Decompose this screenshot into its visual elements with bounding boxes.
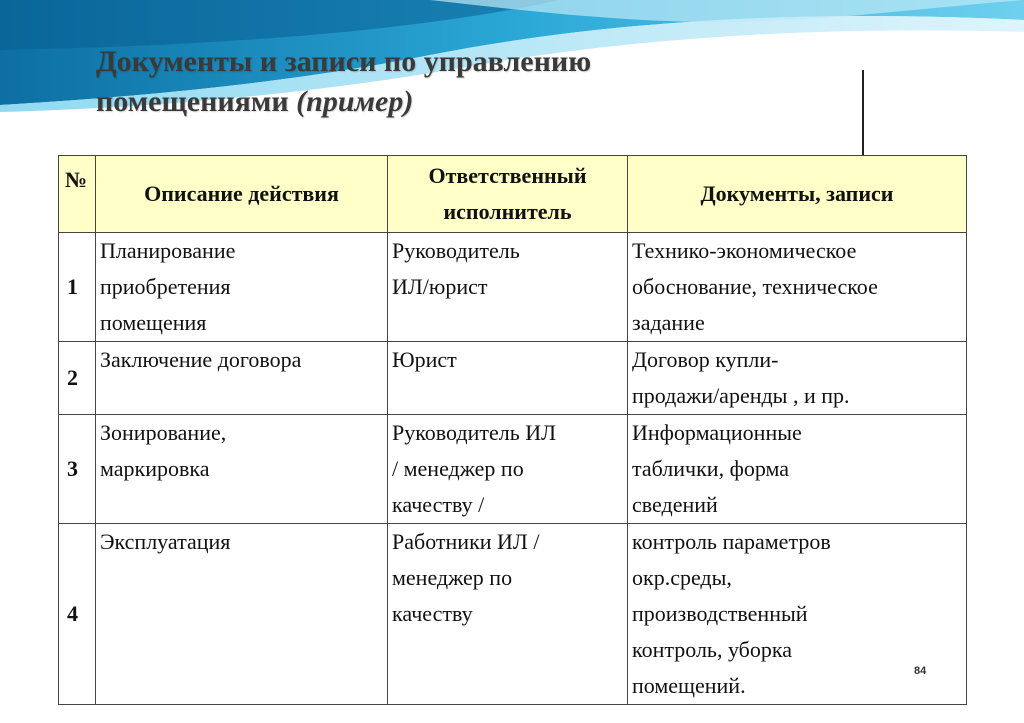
- decorative-vertical-line: [862, 70, 864, 160]
- documents-table: [58, 155, 967, 705]
- title-italic: (пример): [296, 85, 414, 118]
- header-action: Описание действия: [96, 156, 388, 233]
- row-responsible: Руководитель ИЛ / менеджер по качеству /: [388, 415, 628, 524]
- row-responsible: Работники ИЛ / менеджер по качеству: [388, 524, 628, 705]
- row-action: Заключение договора: [96, 342, 388, 415]
- header-responsible: Ответственный исполнитель: [388, 156, 628, 233]
- row-responsible: Юрист: [388, 342, 628, 415]
- slide-title: [96, 42, 796, 122]
- row-action: Эксплуатация: [96, 524, 388, 705]
- row-num: 4: [59, 524, 96, 705]
- row-num: 1: [59, 233, 96, 342]
- title-line-1: Документы и записи по управлению: [96, 45, 592, 78]
- row-num: 3: [59, 415, 96, 524]
- row-action: Планирование приобретения помещения: [96, 233, 388, 342]
- header-num: №: [59, 156, 96, 233]
- table-header-row: [59, 156, 967, 233]
- row-responsible: Руководитель ИЛ/юрист: [388, 233, 628, 342]
- table-row: [59, 415, 967, 524]
- title-line-2: помещениями: [96, 85, 289, 118]
- table-row: [59, 524, 967, 705]
- table-row: [59, 233, 967, 342]
- row-num: 2: [59, 342, 96, 415]
- row-documents: Договор купли- продажи/аренды , и пр.: [628, 342, 967, 415]
- table-row: [59, 342, 967, 415]
- row-documents: контроль параметров окр.среды, производственный контроль, уборка помещений.: [628, 524, 967, 705]
- row-documents: Информационные таблички, форма сведений: [628, 415, 967, 524]
- row-action: Зонирование, маркировка: [96, 415, 388, 524]
- page-number: 84: [914, 665, 927, 677]
- header-documents: Документы, записи: [628, 156, 967, 233]
- row-documents: Технико-экономическое обоснование, техническое задание: [628, 233, 967, 342]
